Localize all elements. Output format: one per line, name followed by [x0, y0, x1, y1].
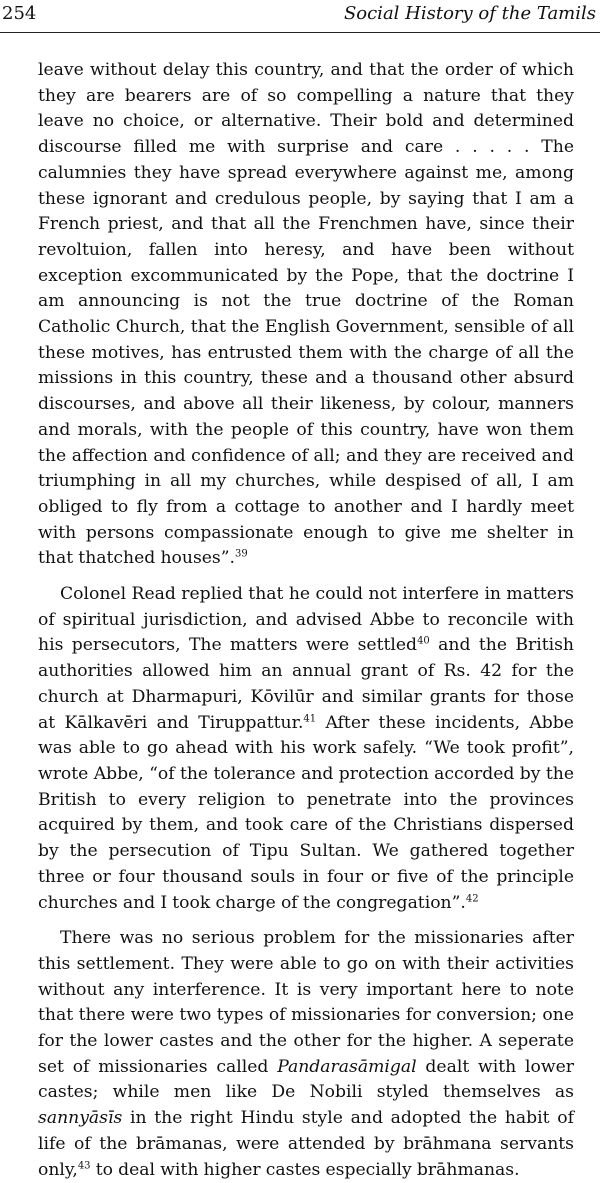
paragraph-2	[38, 582, 574, 916]
footnote-ref: 43	[77, 1159, 91, 1171]
italic-term: sannyāsīs	[38, 1108, 123, 1129]
running-title: Social History of the Tamils	[343, 3, 596, 24]
italic-term: Pandarasāmigal	[277, 1056, 417, 1077]
footnote-ref: 39	[235, 548, 248, 560]
text-run: After these incidents, Abbe was able to go ahead with his work safely. “We took profit”, wrote Abbe, “of the tolerance and protection accorded by the British to every religion to penetrate into the provinces acquired by them, and took care of the Christians dispersed by the persecution of Tipu Sultan. We gathered together three or four thousand souls in four or five of the principle churches and I took charge of the congregation”.	[38, 712, 574, 913]
text-run: There was no serious problem for the missionaries after this settlement. They were able to go on with their activities without any interference. It is very important here to note that there were two types of missionaries for conversion; one for the lower castes and the other for the higher. A seperate set of missionaries called	[38, 928, 574, 1077]
text-run: to deal with higher castes especially brāhmanas.	[90, 1159, 520, 1180]
running-header	[0, 2, 600, 33]
page-number: 254	[2, 3, 37, 24]
text-run: in the right Hindu style and adopted the habit of life of the brāmanas, were attended by brāhmana servants only,	[38, 1108, 574, 1180]
footnote-ref: 42	[465, 892, 479, 904]
paragraph-1	[38, 58, 574, 572]
text-run: Colonel Read replied that he could not interfere in matters of spiritual jurisdiction, and advised Abbe to reconcile with his persecutors, The matters were settled	[38, 584, 574, 656]
text-run: and the British authorities allowed him an annual grant of Rs. 42 for the church at Dharmapuri, Kōvilūr and similar grants for those at Kālkavēri and Tiruppattur.	[38, 635, 574, 733]
footnote-ref: 41	[303, 712, 317, 724]
text-run: dealt with lower castes; while men like De Nobili styled themselves as	[38, 1056, 574, 1103]
paragraph-3	[38, 926, 574, 1183]
text-run: leave without delay this country, and that the order of which they are bearers are of so compelling a nature that they leave no choice, or alternative. Their bold and determined discourse filled me with surprise and care . . . . . The calumnies they have spread everywhere against me, among these ignorant and credulous people, by saying that I am a French priest, and that all the Frenchmen have, since their revoltuion, fallen into heresy, and have been without exception excommunicated by the Pope, that the doctrine I am announcing is not the true doctrine of the Roman Catholic Church, that the English Government, sensible of all these motives, has entrusted them with the charge of all the missions in this country, these and a thousand other absurd discourses, and above all their likeness, by colour, manners and morals, with the people of this country, have won them the affection and confidence of all; and they are received and triumphing in all my churches, while despised of all, I am obliged to fly from a cottage to another and I hardly meet with persons compassionate enough to give me shelter in that thatched houses”.	[38, 60, 574, 569]
page-body	[38, 58, 574, 1183]
footnote-ref: 40	[417, 635, 430, 647]
